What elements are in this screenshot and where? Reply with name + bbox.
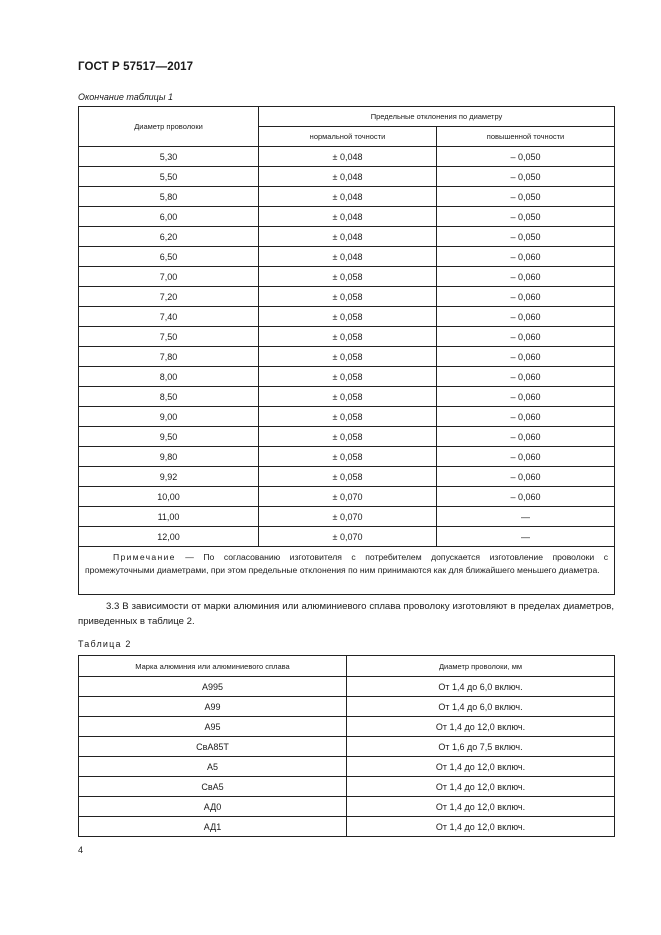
high-deviation-cell: – 0,060 bbox=[437, 287, 615, 307]
high-deviation-cell: – 0,060 bbox=[437, 427, 615, 447]
diameter-cell: 5,80 bbox=[79, 187, 259, 207]
diameter-cell: 5,30 bbox=[79, 147, 259, 167]
normal-deviation-cell: ± 0,070 bbox=[259, 507, 437, 527]
diameter-cell: 8,00 bbox=[79, 367, 259, 387]
high-deviation-cell: – 0,050 bbox=[437, 147, 615, 167]
table2-caption: Таблица 2 bbox=[78, 639, 132, 649]
table2-header-diameter: Диаметр проволоки, мм bbox=[347, 656, 615, 677]
normal-deviation-cell: ± 0,058 bbox=[259, 307, 437, 327]
diameter-cell: 12,00 bbox=[79, 527, 259, 547]
normal-deviation-cell: ± 0,048 bbox=[259, 187, 437, 207]
table-row bbox=[79, 467, 615, 487]
table1-header-normal: нормальной точности bbox=[259, 127, 437, 147]
high-deviation-cell: – 0,060 bbox=[437, 387, 615, 407]
table-row bbox=[79, 427, 615, 447]
table-row bbox=[79, 737, 615, 757]
paragraph-text: 3.3 В зависимости от марки алюминия или алюминиевого сплава проволоку изготовляют в пределах диаметров, приведенных в таблице 2. bbox=[78, 601, 614, 627]
table-row bbox=[79, 387, 615, 407]
high-deviation-cell: – 0,060 bbox=[437, 267, 615, 287]
table1 bbox=[78, 106, 615, 595]
high-deviation-cell: – 0,050 bbox=[437, 167, 615, 187]
diameter-cell: 10,00 bbox=[79, 487, 259, 507]
table-row bbox=[79, 327, 615, 347]
diameter-cell: 9,92 bbox=[79, 467, 259, 487]
table-row bbox=[79, 367, 615, 387]
diameter-cell: 7,50 bbox=[79, 327, 259, 347]
grade-cell: А5 bbox=[79, 757, 347, 777]
table-row bbox=[79, 487, 615, 507]
diameter-range-cell: От 1,4 до 12,0 включ. bbox=[347, 757, 615, 777]
diameter-range-cell: От 1,4 до 12,0 включ. bbox=[347, 817, 615, 837]
table-row bbox=[79, 227, 615, 247]
normal-deviation-cell: ± 0,058 bbox=[259, 287, 437, 307]
high-deviation-cell: – 0,050 bbox=[437, 187, 615, 207]
normal-deviation-cell: ± 0,058 bbox=[259, 367, 437, 387]
diameter-cell: 7,00 bbox=[79, 267, 259, 287]
normal-deviation-cell: ± 0,070 bbox=[259, 487, 437, 507]
normal-deviation-cell: ± 0,048 bbox=[259, 247, 437, 267]
table-row bbox=[79, 717, 615, 737]
diameter-range-cell: От 1,4 до 12,0 включ. bbox=[347, 797, 615, 817]
diameter-range-cell: От 1,4 до 6,0 включ. bbox=[347, 697, 615, 717]
table-row bbox=[79, 147, 615, 167]
high-deviation-cell: — bbox=[437, 527, 615, 547]
table-row bbox=[79, 447, 615, 467]
high-deviation-cell: – 0,050 bbox=[437, 227, 615, 247]
diameter-cell: 7,20 bbox=[79, 287, 259, 307]
diameter-range-cell: От 1,6 до 7,5 включ. bbox=[347, 737, 615, 757]
normal-deviation-cell: ± 0,048 bbox=[259, 227, 437, 247]
note-label: Примечание bbox=[113, 552, 176, 562]
high-deviation-cell: – 0,060 bbox=[437, 307, 615, 327]
table1-note bbox=[79, 547, 615, 595]
normal-deviation-cell: ± 0,070 bbox=[259, 527, 437, 547]
table2 bbox=[78, 655, 615, 837]
table-row bbox=[79, 697, 615, 717]
grade-cell: АД0 bbox=[79, 797, 347, 817]
grade-cell: А99 bbox=[79, 697, 347, 717]
table-row bbox=[79, 507, 615, 527]
table-row bbox=[79, 757, 615, 777]
table2-header-grade: Марка алюминия или алюминиевого сплава bbox=[79, 656, 347, 677]
table-row bbox=[79, 187, 615, 207]
diameter-cell: 11,00 bbox=[79, 507, 259, 527]
diameter-cell: 5,50 bbox=[79, 167, 259, 187]
table1-caption: Окончание таблицы 1 bbox=[78, 92, 173, 102]
diameter-cell: 6,50 bbox=[79, 247, 259, 267]
normal-deviation-cell: ± 0,058 bbox=[259, 407, 437, 427]
high-deviation-cell: – 0,060 bbox=[437, 247, 615, 267]
normal-deviation-cell: ± 0,058 bbox=[259, 327, 437, 347]
high-deviation-cell: – 0,050 bbox=[437, 207, 615, 227]
normal-deviation-cell: ± 0,058 bbox=[259, 427, 437, 447]
table-row bbox=[79, 407, 615, 427]
table-row bbox=[79, 307, 615, 327]
high-deviation-cell: — bbox=[437, 507, 615, 527]
high-deviation-cell: – 0,060 bbox=[437, 447, 615, 467]
table-row bbox=[79, 267, 615, 287]
normal-deviation-cell: ± 0,058 bbox=[259, 447, 437, 467]
high-deviation-cell: – 0,060 bbox=[437, 367, 615, 387]
high-deviation-cell: – 0,060 bbox=[437, 467, 615, 487]
table-row bbox=[79, 167, 615, 187]
table-row bbox=[79, 817, 615, 837]
diameter-range-cell: От 1,4 до 12,0 включ. bbox=[347, 717, 615, 737]
table-row bbox=[79, 287, 615, 307]
normal-deviation-cell: ± 0,048 bbox=[259, 167, 437, 187]
normal-deviation-cell: ± 0,058 bbox=[259, 387, 437, 407]
table1-header-deviation-group: Предельные отклонения по диаметру bbox=[259, 107, 615, 127]
table-row bbox=[79, 797, 615, 817]
grade-cell: АД1 bbox=[79, 817, 347, 837]
diameter-cell: 7,40 bbox=[79, 307, 259, 327]
high-deviation-cell: – 0,060 bbox=[437, 347, 615, 367]
table-row bbox=[79, 207, 615, 227]
diameter-cell: 9,50 bbox=[79, 427, 259, 447]
normal-deviation-cell: ± 0,048 bbox=[259, 147, 437, 167]
table-row bbox=[79, 347, 615, 367]
table-row bbox=[79, 677, 615, 697]
table1-header-high: повышенной точности bbox=[437, 127, 615, 147]
table-row bbox=[79, 777, 615, 797]
table1-header-diameter: Диаметр проволоки bbox=[79, 107, 259, 147]
page-number: 4 bbox=[78, 845, 84, 855]
diameter-cell: 9,80 bbox=[79, 447, 259, 467]
high-deviation-cell: – 0,060 bbox=[437, 407, 615, 427]
grade-cell: СвА85Т bbox=[79, 737, 347, 757]
diameter-range-cell: От 1,4 до 6,0 включ. bbox=[347, 677, 615, 697]
normal-deviation-cell: ± 0,058 bbox=[259, 347, 437, 367]
normal-deviation-cell: ± 0,048 bbox=[259, 207, 437, 227]
grade-cell: СвА5 bbox=[79, 777, 347, 797]
normal-deviation-cell: ± 0,058 bbox=[259, 267, 437, 287]
diameter-cell: 6,20 bbox=[79, 227, 259, 247]
high-deviation-cell: – 0,060 bbox=[437, 327, 615, 347]
grade-cell: А95 bbox=[79, 717, 347, 737]
diameter-cell: 7,80 bbox=[79, 347, 259, 367]
note-text: — По согласованию изготовителя с потребителем допускается изготовление проволоки с промежуточными диаметрами, при этом предельные отклонения по ним принимаются как для ближайшего меньшего диаметра. bbox=[85, 552, 609, 575]
high-deviation-cell: – 0,060 bbox=[437, 487, 615, 507]
diameter-cell: 8,50 bbox=[79, 387, 259, 407]
section-3-3-paragraph bbox=[78, 600, 614, 629]
normal-deviation-cell: ± 0,058 bbox=[259, 467, 437, 487]
diameter-cell: 9,00 bbox=[79, 407, 259, 427]
document-title: ГОСТ Р 57517—2017 bbox=[78, 61, 194, 73]
diameter-cell: 6,00 bbox=[79, 207, 259, 227]
table-row bbox=[79, 247, 615, 267]
diameter-range-cell: От 1,4 до 12,0 включ. bbox=[347, 777, 615, 797]
grade-cell: А995 bbox=[79, 677, 347, 697]
table-row bbox=[79, 527, 615, 547]
